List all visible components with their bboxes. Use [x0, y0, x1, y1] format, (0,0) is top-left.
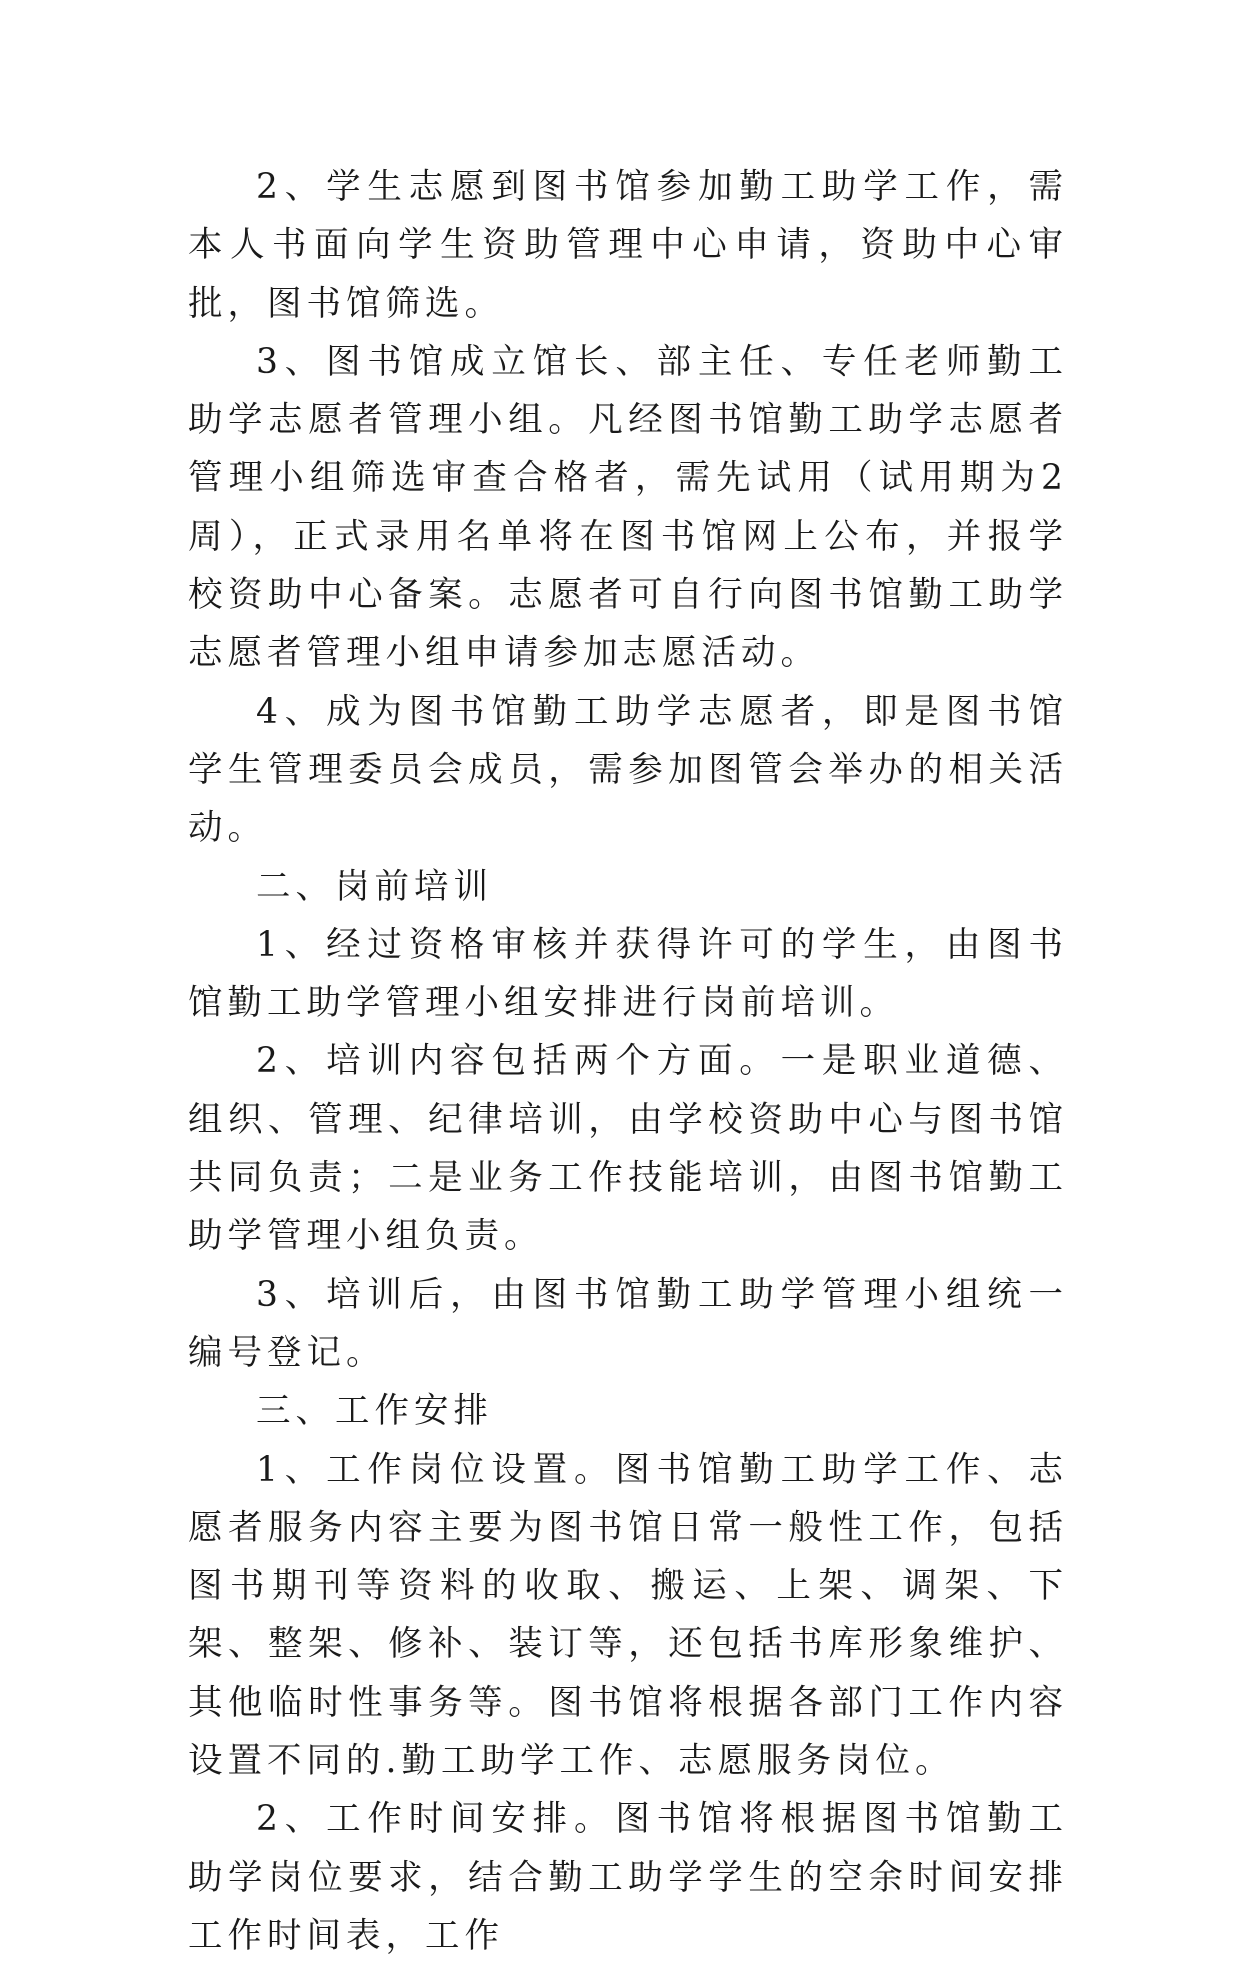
paragraph-management-group: 3、图书馆成立馆长、部主任、专任老师勤工助学志愿者管理小组。凡经图书馆勤工助学志愿者管理小组筛选审查合格者，需先试用（试用期为2周），正式录用名单将在图书馆网上公布，并报学校资助中心备案。志愿者可自行向图书馆勤工助学志愿者管理小组申请参加志愿活动。 — [188, 341, 1068, 674]
section-heading-work-arrangement: 三、工作安排 — [256, 1391, 493, 1432]
paragraph-application: 2、学生志愿到图书馆参加勤工助学工作，需本人书面向学生资助管理中心申请，资助中心审批，图书馆筛选。 — [188, 167, 1068, 324]
paragraph-registration: 3、培训后，由图书馆勤工助学管理小组统一编号登记。 — [188, 1274, 1068, 1373]
paragraph-training-content: 2、培训内容包括两个方面。一是职业道德、组织、管理、纪律培训，由学校资助中心与图书馆共同负责；二是业务工作技能培训，由图书馆勤工助学管理小组负责。 — [188, 1041, 1068, 1257]
document-body — [188, 158, 1068, 1965]
paragraph-work-schedule: 2、工作时间安排。图书馆将根据图书馆勤工助学岗位要求，结合勤工助学学生的空余时间安排工作时间表，工作 — [188, 1799, 1068, 1956]
paragraph-training-arrangement: 1、经过资格审核并获得许可的学生，由图书馆勤工助学管理小组安排进行岗前培训。 — [188, 924, 1068, 1024]
section-heading-training: 二、岗前培训 — [256, 866, 493, 907]
paragraph-position-setup: 1、工作岗位设置。图书馆勤工助学工作、志愿者服务内容主要为图书馆日常一般性工作，包括图书期刊等资料的收取、搬运、上架、调架、下架、整架、修补、装订等，还包括书库形象维护、其他临时性事务等。图书馆将根据各部门工作内容设置不同的.勤工助学工作、志愿服务岗位。 — [188, 1449, 1068, 1782]
paragraph-committee-membership: 4、成为图书馆勤工助学志愿者，即是图书馆学生管理委员会成员，需参加图管会举办的相关活动。 — [188, 691, 1068, 849]
